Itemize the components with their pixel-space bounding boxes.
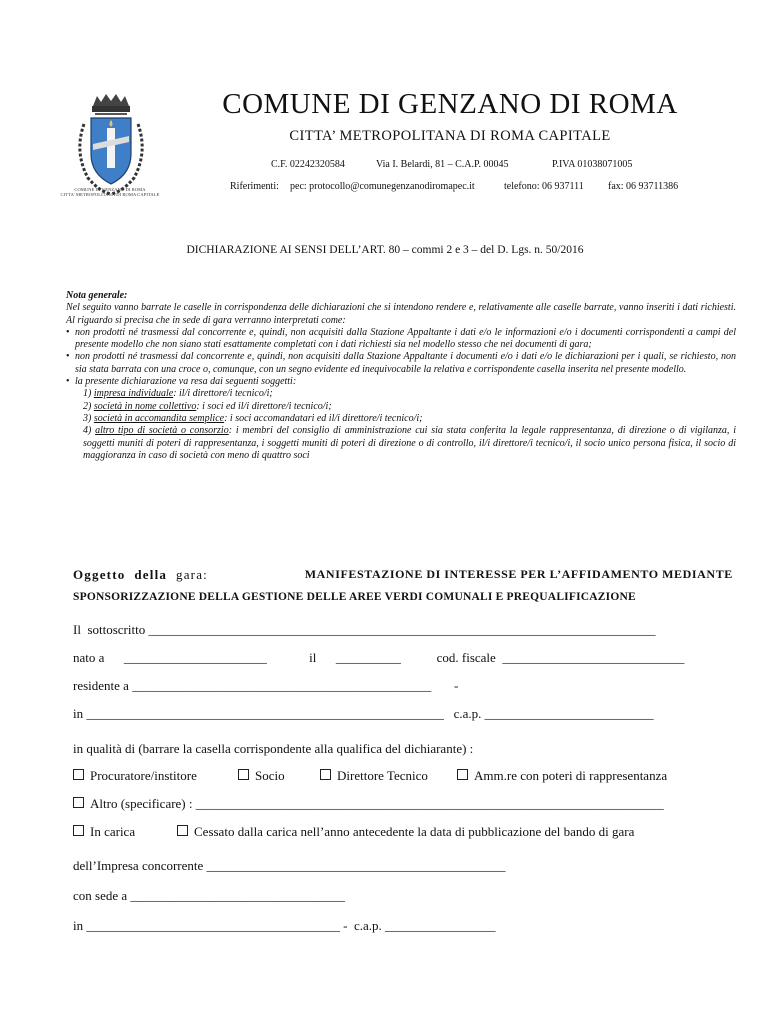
checkbox-icon[interactable]: [73, 825, 84, 836]
checkbox-icon[interactable]: [320, 769, 331, 780]
sottoscritto-field[interactable]: Il sottoscritto ______________________________________________________________________________: [73, 622, 656, 637]
note-intro: Nel seguito vanno barrate le caselle in corrispondenza delle dichiarazioni che si intendono rendere e, relativamente alle caselle barrate, vanno inseriti i dati richiesti. Al riguardo si precisa che in sede di gara verranno interpretati come:: [66, 302, 736, 326]
pec-address[interactable]: pec: protocollo@comunegenzanodiromapec.it: [290, 181, 475, 192]
codice-fiscale: C.F. 02242320584: [271, 159, 345, 170]
tender-subject-line2: SPONSORIZZAZIONE DELLA GESTIONE DELLE AREE VERDI COMUNALI E PREQUALIFICAZIONE: [73, 591, 636, 603]
general-note: [66, 290, 736, 462]
checkbox-icon[interactable]: [177, 825, 188, 836]
company-city-cap-field[interactable]: in _______________________________________ - c.a.p. _________________: [73, 918, 496, 933]
references-label: Riferimenti:: [230, 181, 279, 192]
address: Via I. Belardi, 81 – C.A.P. 00045: [376, 159, 509, 170]
company-seat-field[interactable]: con sede a _________________________________: [73, 888, 345, 903]
checkbox-icon[interactable]: [73, 769, 84, 780]
page-subtitle: CITTA’ METROPOLITANA DI ROMA CAPITALE: [289, 128, 611, 144]
crest-caption: COMUNE DI GENZANO DI ROMA CITTA' METROPOLITANA DI ROMA CAPITALE: [60, 187, 160, 197]
tender-subject: Oggetto della gara: MANIFESTAZIONE DI INTERESSE PER L’AFFIDAMENTO MEDIANTE SPONSORIZZAZIONE DELLA GESTIONE DELLE AREE VERDI COMUNALI E PREQUALIFICAZIONE: [73, 563, 733, 609]
role-option-amministratore[interactable]: Amm.re con poteri di rappresentanza: [457, 768, 667, 784]
subject-item: 2) società in nome collettivo: i soci ed il/i direttore/i tecnico/i;: [83, 400, 332, 412]
checkbox-icon[interactable]: [73, 797, 84, 808]
note-bullet: • non prodotti né trasmessi dal concorrente e, quindi, non acquisiti dalla Stazione Appaltante i dati e/o le informazioni e/o i documenti corrispondenti a campi del presente modello che non siano stati esattamente completati con i dati richiesti sia nel modello stesso che nei documenti di gara;: [66, 326, 736, 351]
company-field[interactable]: dell’Impresa concorrente ______________________________________________: [73, 858, 506, 873]
declaration-title: DICHIARAZIONE AI SENSI DELL’ART. 80 – commi 2 e 3 – del D. Lgs. n. 50/2016: [186, 244, 584, 256]
checkbox-icon[interactable]: [457, 769, 468, 780]
fax-number: fax: 06 93711386: [608, 181, 679, 192]
subject-item: 3) società in accomandita semplice: i soci accomandatari ed il/i direttore/i tecnico/i;: [83, 412, 423, 424]
note-heading: Nota generale:: [66, 290, 128, 301]
role-option-socio[interactable]: Socio: [238, 768, 285, 784]
note-bullet: • la presente dichiarazione va resa dai seguenti soggetti:: [66, 376, 297, 388]
role-instruction: in qualità di (barrare la casella corrispondente alla qualifica del dichiarante) :: [73, 741, 474, 756]
role-option-procuratore[interactable]: Procuratore/institore: [73, 768, 197, 784]
city-cap-field[interactable]: in _______________________________________________________ c.a.p. __________________________: [73, 706, 654, 721]
partita-iva: P.IVA 01038071005: [552, 159, 633, 170]
bullet-icon: •: [66, 326, 70, 338]
role-option-altro[interactable]: Altro (specificare) : ________________________________________________________________________: [73, 796, 664, 812]
subject-item: 4) altro tipo di società o consorzio: i membri del consiglio di amministrazione cui sia stata conferita la legale rappresentanza, di direzione o di vigilanza, i soggetti muniti di poteri di rappresentanza, i soggetti muniti di poteri di direzione o di controllo, il/i direttore/i tecnico/i, il socio unico persona fisica, il socio di maggioranza in caso di società con meno di quattro soci: [83, 425, 736, 461]
residence-field[interactable]: residente a ______________________________________________ -: [73, 678, 459, 693]
note-bullet: • non prodotti né trasmessi dal concorrente e, quindi, non acquisiti dalla Stazione Appaltante i documenti e/o i dati e/o le dichiarazioni per i quali, se richiesto, non sia stata barrata con una croce o, comunque, con un segno evidente ed inequivocabile la relativa e corrispondente casella inserita nel presente modello.: [66, 351, 736, 375]
subject-item: 1) impresa individuale: il/i direttore/i tecnico/i;: [83, 388, 273, 400]
status-option-cessato[interactable]: Cessato dalla carica nell’anno antecedente la data di pubblicazione del bando di gara: [177, 824, 634, 840]
status-option-in-carica[interactable]: In carica: [73, 824, 135, 840]
checkbox-icon[interactable]: [238, 769, 249, 780]
birth-field[interactable]: nato a ______________________ il __________ cod. fiscale ____________________________: [73, 650, 685, 665]
bullet-icon: •: [66, 351, 70, 363]
phone-number: telefono: 06 937111: [504, 181, 584, 192]
bullet-icon: •: [66, 376, 70, 388]
page-title: COMUNE DI GENZANO DI ROMA: [222, 88, 678, 120]
role-option-direttore[interactable]: Direttore Tecnico: [320, 768, 428, 784]
